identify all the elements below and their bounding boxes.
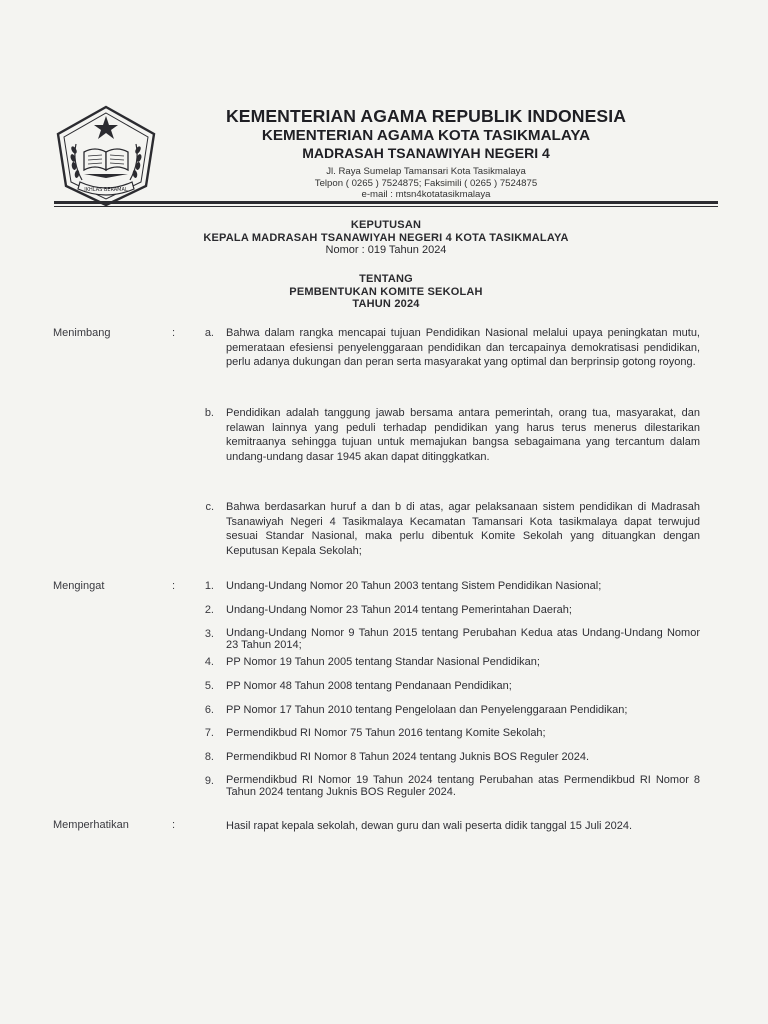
mengingat-item-1: Undang-Undang Nomor 20 Tahun 2003 tentang Sistem Pendidikan Nasional; [226,580,602,592]
decree-year: TAHUN 2024 [352,298,420,310]
menimbang-marker-b: b. [204,407,214,419]
school-email: e-mail : mtsn4kotatasikmalaya [361,189,491,201]
decree-number: Nomor : 019 Tahun 2024 [325,244,447,256]
mengingat-marker-2: 2. [204,604,214,616]
letterhead [200,106,652,201]
ministry-name: KEMENTERIAN AGAMA REPUBLIK INDONESIA [225,106,627,126]
menimbang-marker-c: c. [205,501,214,513]
menimbang-colon: : [172,327,176,339]
ministry-logo [54,104,158,208]
mengingat-item-5: PP Nomor 48 Tahun 2008 tentang Pendanaan Pendidikan; [226,680,512,692]
mengingat-marker-6: 6. [204,704,214,716]
mengingat-marker-5: 5. [204,680,214,692]
decree-subject-block [130,273,642,311]
mengingat-marker-7: 7. [204,727,214,739]
city-office-name: KEMENTERIAN AGAMA KOTA TASIKMALAYA [261,127,591,144]
memperhatikan-colon: : [172,819,176,831]
decree-issuer: KEPALA MADRASAH TSANAWIYAH NEGERI 4 KOTA TASIKMALAYA [203,231,569,244]
menimbang-item-a: Bahwa dalam rangka mencapai tujuan Pendidikan Nasional melalui upaya peningkatan mutu, pemerataan efesiensi penyelenggaraan pendidikan dan tercapainya demokratisasi pendidikan, perlu adanya dukungan dan peran serta masyarakat yang optimal dan berprinsip gotong royong. [226,327,700,368]
letterhead-divider [54,201,718,204]
mengingat-marker-9: 9. [204,775,214,787]
mengingat-marker-8: 8. [204,751,214,763]
mengingat-item-6: PP Nomor 17 Tahun 2010 tentang Pengelolaan dan Penyelenggaraan Pendidikan; [226,704,628,716]
decree-keputusan: KEPUTUSAN [350,219,422,231]
mengingat-marker-3: 3. [204,628,214,640]
memperhatikan-text: Hasil rapat kepala sekolah, dewan guru dan wali peserta didik tanggal 15 Juli 2024. [226,820,633,832]
logo-ribbon-text: IKHLAS BERAMAL [84,187,128,193]
mengingat-item-4: PP Nomor 19 Tahun 2005 tentang Standar Nasional Pendidikan; [226,656,540,668]
decree-tentang: TENTANG [359,273,413,285]
decree-subject: PEMBENTUKAN KOMITE SEKOLAH [289,285,483,298]
decree-heading [130,219,642,257]
menimbang-marker-a: a. [204,327,214,339]
mengingat-item-3: Undang-Undang Nomor 9 Tahun 2015 tentang Perubahan Kedua atas Undang-Undang Nomor 23 Tahun 2014; [226,627,700,651]
mengingat-marker-1: 1. [204,580,214,592]
mengingat-item-9: Permendikbud RI Nomor 19 Tahun 2024 tentang Perubahan atas Permendikbud RI Nomor 8 Tahun 2024 tentang Juknis BOS Reguler 2024. [226,774,700,798]
mengingat-colon: : [172,580,176,592]
menimbang-item-c: Bahwa berdasarkan huruf a dan b di atas, agar pelaksanaan sistem pendidikan di Madrasah Tsanawiyah Negeri 4 Tasikmalaya Kecamatan Tamansari Kota tasikmalaya dapat terwujud sesuai Standar Nasional, maka perlu dibentuk Komite Sekolah yang dituangkan dengan Keputusan Kepala Sekolah; [226,501,700,557]
school-name: MADRASAH TSANAWIYAH NEGERI 4 [302,145,550,161]
school-phone: Telpon ( 0265 ) 7524875; Faksimili ( 0265 ) 7524875 [314,177,538,189]
menimbang-label: Menimbang [53,327,111,339]
menimbang-item-b: Pendidikan adalah tanggung jawab bersama antara pemerintah, orang tua, masyarakat, dan relawan lainnya yang peduli terhadap pendidikan yang harus terus menerus dilestarikan kemitraanya sehingga tujuan untuk memajukan bangsa sebagaimana yang tercantum dalam undang-undang dasar 1945 akan dapat ditinggkatkan. [226,407,700,463]
mengingat-label: Mengingat [53,580,105,592]
mengingat-item-2: Undang-Undang Nomor 23 Tahun 2014 tentang Pemerintahan Daerah; [226,604,572,616]
memperhatikan-label: Memperhatikan [53,819,129,831]
mengingat-item-7: Permendikbud RI Nomor 75 Tahun 2016 tentang Komite Sekolah; [226,727,546,739]
mengingat-item-8: Permendikbud RI Nomor 8 Tahun 2024 tentang Juknis BOS Reguler 2024. [226,751,590,763]
school-address: Jl. Raya Sumelap Tamansari Kota Tasikmalaya [326,166,526,177]
letterhead-divider-thin [54,206,718,207]
mengingat-marker-4: 4. [204,656,214,668]
